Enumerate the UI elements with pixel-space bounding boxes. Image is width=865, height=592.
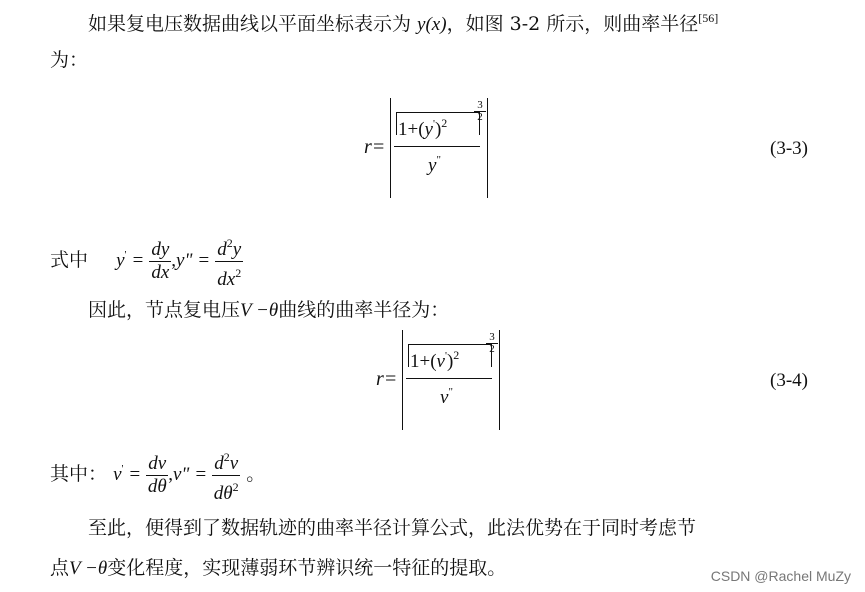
equation-number-3-4: (3-4) [770, 370, 808, 391]
denominator: y" [428, 154, 441, 176]
paragraph-1-line-2: 为： [50, 49, 89, 71]
exponent-fraction: 3 2 [474, 100, 486, 123]
fraction-bar [406, 378, 492, 379]
equation-3-4 [372, 330, 512, 432]
eq-lhs: r= [376, 368, 398, 390]
fraction-bar [394, 146, 480, 147]
fraction-dv-dtheta: $\frac{dv}{d\theta}$ [147, 452, 167, 497]
text: 如果复电压数据曲线以平面坐标表示为 [88, 13, 418, 35]
fraction-d2v-dtheta2: $\frac{d^2v}{d\theta^2}$ [212, 446, 240, 505]
equation-number-3-3: (3-3) [770, 138, 808, 159]
paragraph-1-line-1 [88, 6, 718, 37]
equation-3-3 [360, 98, 500, 200]
paragraph-3-line-1: 至此，便得到了数据轨迹的曲率半径计算公式，此法优势在于同时考虑节 [88, 517, 697, 539]
watermark: CSDN @Rachel MuZy [710, 568, 851, 584]
numerator: $1+(v')^2$ [410, 348, 460, 372]
where-line-1: 式中 y' = $\frac{dy}{dx}$ ,y" = $\frac{d^2y}{dx^2}$ [50, 230, 243, 280]
fraction-d2y-dx2: $\frac{d^2y}{dx^2}$ [215, 232, 243, 291]
math-yx: y(x) [417, 14, 447, 35]
fraction-dy-dx: $\frac{dy}{dx}$ [151, 238, 170, 283]
numerator: $1+(y')^2$ [398, 116, 448, 140]
paragraph-2: 因此，节点复电压V −θ曲线的曲率半径为： [88, 299, 450, 321]
paragraph-3-line-2: 点V −θ变化程度，实现薄弱环节辨识统一特征的提取。 [50, 557, 507, 579]
where-line-2: 其中： v' = $\frac{dv}{d\theta}$ ,v" = $\frac{d^2v}{d\theta^2}$ 。 [50, 444, 265, 494]
citation: [56] [698, 11, 719, 25]
eq-lhs: r= [364, 136, 386, 158]
denominator: v" [440, 386, 453, 408]
text: ，如图 3-2 所示，则曲率半径 [446, 13, 699, 35]
exponent-fraction: 3 2 [486, 332, 498, 355]
where-label: 式中 [50, 249, 89, 271]
